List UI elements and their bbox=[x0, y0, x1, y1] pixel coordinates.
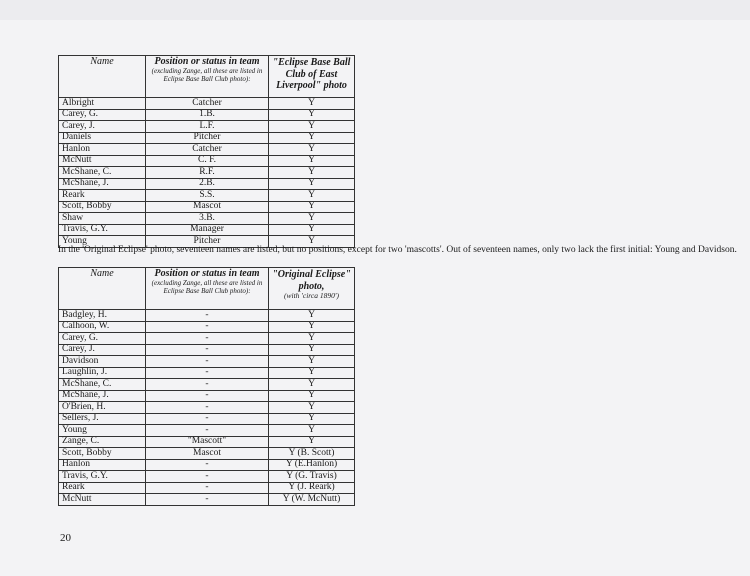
photo-cell: Y bbox=[269, 367, 355, 379]
table-row bbox=[59, 333, 355, 345]
name-cell: Albright bbox=[59, 98, 146, 110]
position-cell: - bbox=[146, 494, 269, 506]
original-eclipse-table bbox=[58, 267, 355, 506]
table-row bbox=[59, 471, 355, 483]
photo-cell: Y (J. Reark) bbox=[269, 482, 355, 494]
name-column-header: Name bbox=[59, 56, 146, 98]
eclipse-team-table bbox=[58, 55, 355, 248]
table-row bbox=[59, 310, 355, 322]
photo-cell: Y bbox=[269, 402, 355, 414]
position-header-title: Position or status in team bbox=[154, 56, 260, 67]
position-cell: L.F. bbox=[146, 121, 269, 133]
position-cell: Manager bbox=[146, 224, 269, 236]
photo-cell: Y bbox=[269, 436, 355, 448]
photo-header-title: "Original Eclipse" photo, bbox=[272, 269, 351, 292]
photo-cell: Y bbox=[269, 121, 355, 133]
table-row bbox=[59, 213, 355, 225]
position-cell: - bbox=[146, 333, 269, 345]
position-cell: - bbox=[146, 344, 269, 356]
table-row bbox=[59, 98, 355, 110]
position-cell: - bbox=[146, 390, 269, 402]
table-row bbox=[59, 224, 355, 236]
name-cell: Sellers, J. bbox=[59, 413, 146, 425]
name-cell: Reark bbox=[59, 482, 146, 494]
photo-cell: Y bbox=[269, 201, 355, 213]
name-cell: Travis, G.Y. bbox=[59, 471, 146, 483]
table-header-row bbox=[59, 56, 355, 98]
photo-column-header bbox=[269, 56, 355, 98]
photo-cell: Y bbox=[269, 98, 355, 110]
table-row bbox=[59, 459, 355, 471]
photo-header-title: "Eclipse Base Ball Club of East Liverpool" photo bbox=[272, 57, 351, 91]
position-header-note: (excluding Zange, all these are listed in Eclipse Base Ball Club photo): bbox=[151, 67, 263, 84]
photo-cell: Y (B. Scott) bbox=[269, 448, 355, 460]
table-row bbox=[59, 178, 355, 190]
position-cell: - bbox=[146, 459, 269, 471]
position-header-title: Position or status in team bbox=[154, 268, 260, 279]
name-cell: Badgley, H. bbox=[59, 310, 146, 322]
name-cell: McShane, C. bbox=[59, 379, 146, 391]
table-row bbox=[59, 356, 355, 368]
position-cell: - bbox=[146, 471, 269, 483]
position-cell: - bbox=[146, 482, 269, 494]
table-row bbox=[59, 155, 355, 167]
name-cell: McShane, J. bbox=[59, 390, 146, 402]
table-row bbox=[59, 436, 355, 448]
table-row bbox=[59, 321, 355, 333]
position-cell: Pitcher bbox=[146, 132, 269, 144]
table-row bbox=[59, 167, 355, 179]
table-row bbox=[59, 190, 355, 202]
position-cell: Pitcher bbox=[146, 236, 269, 248]
position-cell: Mascot bbox=[146, 201, 269, 213]
position-cell: - bbox=[146, 425, 269, 437]
table-row bbox=[59, 344, 355, 356]
table-row bbox=[59, 413, 355, 425]
table-row bbox=[59, 109, 355, 121]
name-cell: Hanlon bbox=[59, 459, 146, 471]
position-cell: 2.B. bbox=[146, 178, 269, 190]
name-cell: O'Brien, H. bbox=[59, 402, 146, 414]
position-cell: Mascot bbox=[146, 448, 269, 460]
table-row bbox=[59, 494, 355, 506]
photo-cell: Y (E.Hanlon) bbox=[269, 459, 355, 471]
page-number: 20 bbox=[60, 532, 71, 544]
position-cell: - bbox=[146, 321, 269, 333]
photo-cell: Y bbox=[269, 425, 355, 437]
photo-cell: Y bbox=[269, 144, 355, 156]
table-row bbox=[59, 390, 355, 402]
photo-cell: Y bbox=[269, 155, 355, 167]
photo-cell: Y bbox=[269, 213, 355, 225]
photo-header-note: (with 'circa 1890') bbox=[283, 291, 339, 300]
photo-cell: Y bbox=[269, 132, 355, 144]
photo-cell: Y (G. Travis) bbox=[269, 471, 355, 483]
name-cell: Carey, J. bbox=[59, 121, 146, 133]
photo-cell: Y bbox=[269, 190, 355, 202]
position-cell: 3.B. bbox=[146, 213, 269, 225]
table-header-row bbox=[59, 268, 355, 310]
table-row bbox=[59, 121, 355, 133]
photo-cell: Y bbox=[269, 167, 355, 179]
position-column-header bbox=[146, 268, 269, 310]
position-cell: C. F. bbox=[146, 155, 269, 167]
table-row bbox=[59, 482, 355, 494]
photo-cell: Y (W. McNutt) bbox=[269, 494, 355, 506]
top-shadow-band bbox=[0, 0, 750, 20]
photo-cell: Y bbox=[269, 413, 355, 425]
table-row bbox=[59, 201, 355, 213]
table-row bbox=[59, 402, 355, 414]
position-cell: - bbox=[146, 356, 269, 368]
photo-cell: Y bbox=[269, 344, 355, 356]
position-cell: - bbox=[146, 367, 269, 379]
name-cell: Travis, G.Y. bbox=[59, 224, 146, 236]
photo-cell: Y bbox=[269, 109, 355, 121]
name-cell: Scott, Bobby bbox=[59, 201, 146, 213]
photo-cell: Y bbox=[269, 379, 355, 391]
name-cell: McNutt bbox=[59, 494, 146, 506]
name-cell: McShane, J. bbox=[59, 178, 146, 190]
name-column-header: Name bbox=[59, 268, 146, 310]
position-cell: Catcher bbox=[146, 98, 269, 110]
name-cell: Carey, G. bbox=[59, 109, 146, 121]
photo-cell: Y bbox=[269, 310, 355, 322]
position-cell: "Mascott" bbox=[146, 436, 269, 448]
name-cell: Carey, G. bbox=[59, 333, 146, 345]
position-cell: R.F. bbox=[146, 167, 269, 179]
photo-cell: Y bbox=[269, 333, 355, 345]
name-cell: Young bbox=[59, 236, 146, 248]
name-cell: Reark bbox=[59, 190, 146, 202]
table-row bbox=[59, 367, 355, 379]
table-row bbox=[59, 132, 355, 144]
name-cell: Zange, C. bbox=[59, 436, 146, 448]
position-cell: - bbox=[146, 310, 269, 322]
position-column-header bbox=[146, 56, 269, 98]
position-cell: - bbox=[146, 413, 269, 425]
name-cell: Scott, Bobby bbox=[59, 448, 146, 460]
name-cell: Young bbox=[59, 425, 146, 437]
explanatory-paragraph: In the 'Original Eclipse' photo, seventeen names are listed, but no positions, except for two 'mascotts'. Out of seventeen names, only two lack the first initial: Young and Davidson. bbox=[58, 245, 737, 255]
name-cell: Davidson bbox=[59, 356, 146, 368]
position-header-note: (excluding Zange, all these are listed in Eclipse Base Ball Club photo): bbox=[151, 279, 263, 296]
photo-cell: Y bbox=[269, 321, 355, 333]
table-row bbox=[59, 448, 355, 460]
position-cell: Catcher bbox=[146, 144, 269, 156]
photo-cell: Y bbox=[269, 390, 355, 402]
table-row bbox=[59, 425, 355, 437]
name-cell: McNutt bbox=[59, 155, 146, 167]
photo-cell: Y bbox=[269, 236, 355, 248]
photo-cell: Y bbox=[269, 178, 355, 190]
name-cell: Daniels bbox=[59, 132, 146, 144]
name-cell: Hanlon bbox=[59, 144, 146, 156]
table-row bbox=[59, 379, 355, 391]
name-cell: McShane, C. bbox=[59, 167, 146, 179]
name-cell: Laughlin, J. bbox=[59, 367, 146, 379]
photo-cell: Y bbox=[269, 356, 355, 368]
name-cell: Carey, J. bbox=[59, 344, 146, 356]
position-cell: - bbox=[146, 402, 269, 414]
position-cell: - bbox=[146, 379, 269, 391]
position-cell: 1.B. bbox=[146, 109, 269, 121]
name-cell: Shaw bbox=[59, 213, 146, 225]
photo-column-header bbox=[269, 268, 355, 310]
photo-cell: Y bbox=[269, 224, 355, 236]
name-cell: Calhoon, W. bbox=[59, 321, 146, 333]
position-cell: S.S. bbox=[146, 190, 269, 202]
table-row bbox=[59, 144, 355, 156]
